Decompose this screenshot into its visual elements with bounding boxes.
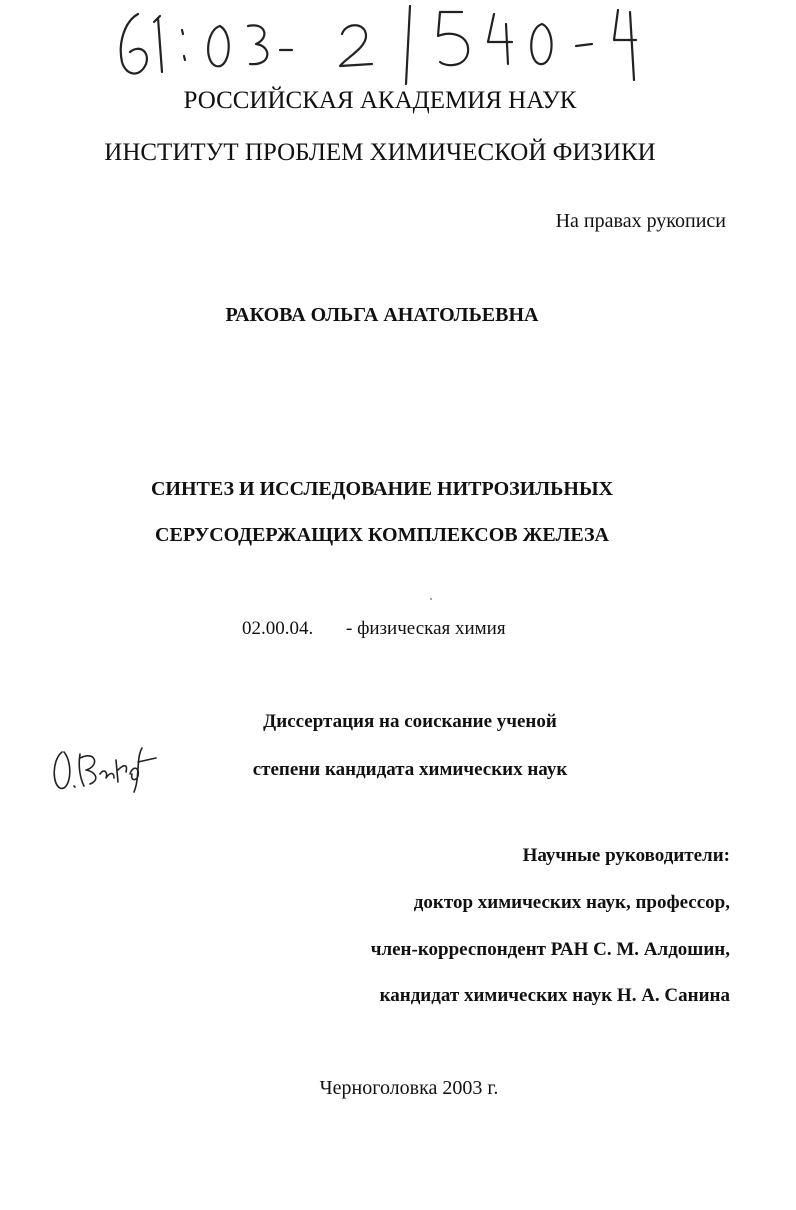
supervisor-line-1: доктор химических наук, профессор, xyxy=(413,892,730,913)
specialty-name: - физическая химия xyxy=(346,618,506,639)
specialty-code: 02.00.04. xyxy=(242,618,314,639)
rights-note: На правах рукописи xyxy=(555,210,726,232)
city-and-year: Черноголовка 2003 г. xyxy=(319,1077,499,1099)
handwritten-archive-number xyxy=(110,0,670,95)
handwritten-signature xyxy=(50,738,160,798)
stray-dot xyxy=(430,598,432,600)
dissertation-title-line-1: СИНТЕЗ И ИССЛЕДОВАНИЕ НИТРОЗИЛЬНЫХ xyxy=(150,478,614,500)
specialty xyxy=(242,619,506,638)
dissertation-title-line-2: СЕРУСОДЕРЖАЩИХ КОМПЛЕКСОВ ЖЕЛЕЗА xyxy=(155,524,609,546)
author-name: РАКОВА ОЛЬГА АНАТОЛЬЕВНА xyxy=(225,304,539,326)
dissertation-type-line-1: Диссертация на соискание ученой xyxy=(263,711,557,732)
supervisor-line-3: кандидат химических наук Н. А. Санина xyxy=(379,985,730,1006)
supervisors-heading: Научные руководители: xyxy=(522,845,730,866)
dissertation-type-line-2: степени кандидата химических наук xyxy=(252,759,568,780)
supervisor-line-2: член-корреспондент РАН С. М. Алдошин, xyxy=(370,939,730,960)
institute-name: ИНСТИТУТ ПРОБЛЕМ ХИМИЧЕСКОЙ ФИЗИКИ xyxy=(104,139,656,166)
academy-name: РОССИЙСКАЯ АКАДЕМИЯ НАУК xyxy=(183,87,577,114)
